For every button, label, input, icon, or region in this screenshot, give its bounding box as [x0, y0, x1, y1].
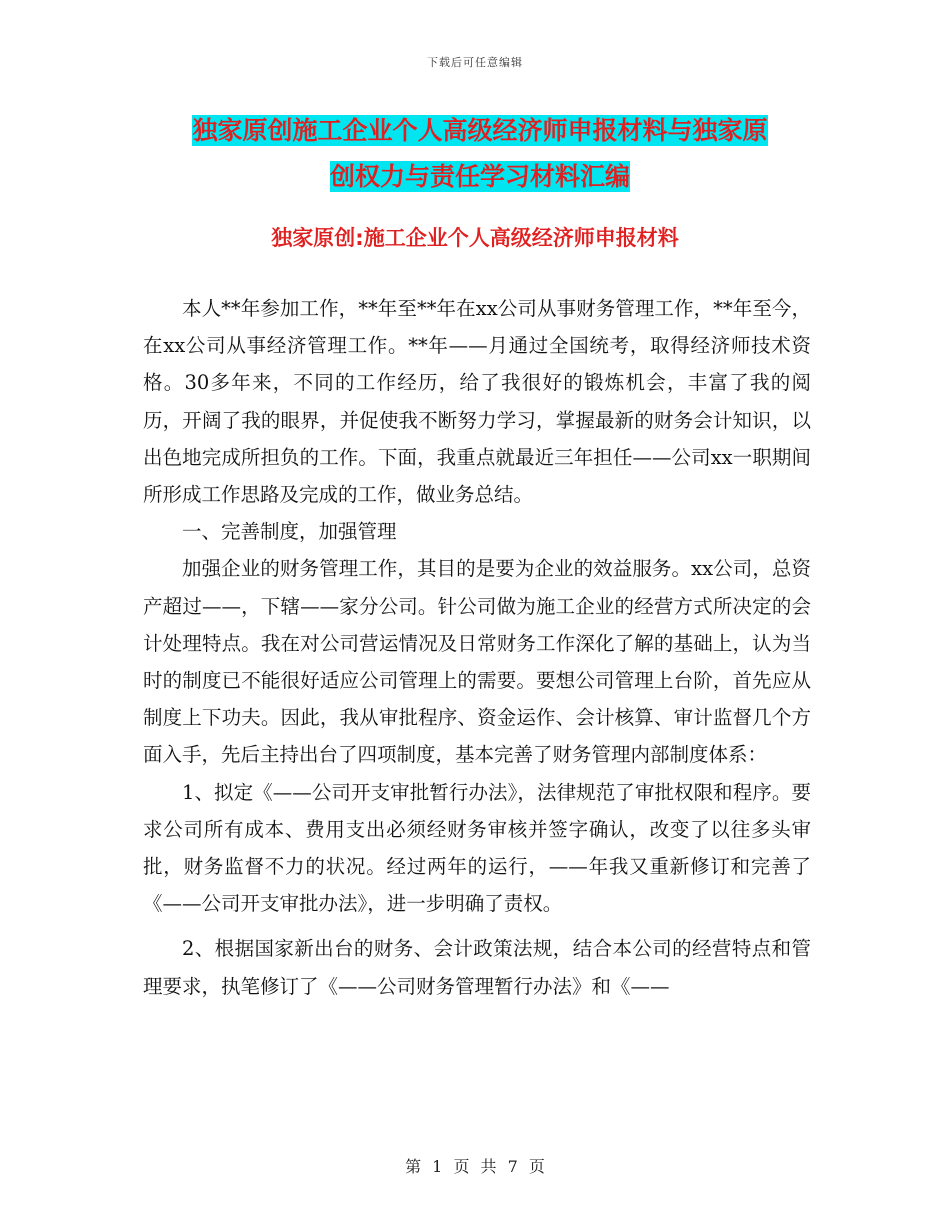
page-number: 第 1 页 共 7 页 — [405, 1157, 545, 1176]
paragraph-item-2: 2、根据国家新出台的财务、会计政策法规，结合本公司的经营特点和管理要求，执笔修订了《——公司财务管理暂行办法》和《—— — [143, 937, 811, 998]
document-title — [120, 108, 840, 200]
page-header-note: 下载后可任意编辑 — [427, 56, 523, 69]
document-title-line-2: 创权力与责任学习材料汇编 — [329, 162, 630, 191]
paragraph-heading-1: 一、完善制度，加强管理 — [182, 520, 397, 544]
paragraph-management: 加强企业的财务管理工作，其目的是要为企业的效益服务。xx公司，总资产超过——，下辖——家分公司。针公司做为施工企业的经营方式所决定的会计处理特点。我在对公司营运情况及日常财务工作深化了解的基础上，认为当时的制度已不能很好适应公司管理上的需要。要想公司管理上台阶，首先应从制度上下功夫。因此，我从审批程序、资金运作、会计核算、审计监督几个方面入手，先后主持出台了四项制度，基本完善了财务管理内部制度体系： — [143, 557, 811, 767]
section-title: 独家原创:施工企业个人高级经济师申报材料 — [271, 226, 679, 250]
document-body — [143, 290, 811, 1005]
paragraph-item-1: 1、拟定《——公司开支审批暂行办法》，法律规范了审批权限和程序。要求公司所有成本、费用支出必须经财务审核并签字确认，改变了以往多头审批，财务监督不力的状况。经过两年的运行，——年我又重新修订和完善了《——公司开支审批办法》，进一步明确了责权。 — [143, 780, 811, 916]
paragraph-intro: 本人**年参加工作，**年至**年在xx公司从事财务管理工作，**年至今，在xx公司从事经济管理工作。**年——月通过全国统考，取得经济师技术资格。30多年来，不同的工作经历，给了我很好的锻炼机会，丰富了我的阅历，开阔了我的眼界，并促使我不断努力学习，掌握最新的财务会计知识，以出色地完成所担负的工作。下面，我重点就最近三年担任——公司xx一职期间所形成工作思路及完成的工作，做业务总结。 — [143, 297, 811, 507]
document-title-line-1: 独家原创施工企业个人高级经济师申报材料与独家原 — [192, 116, 768, 145]
